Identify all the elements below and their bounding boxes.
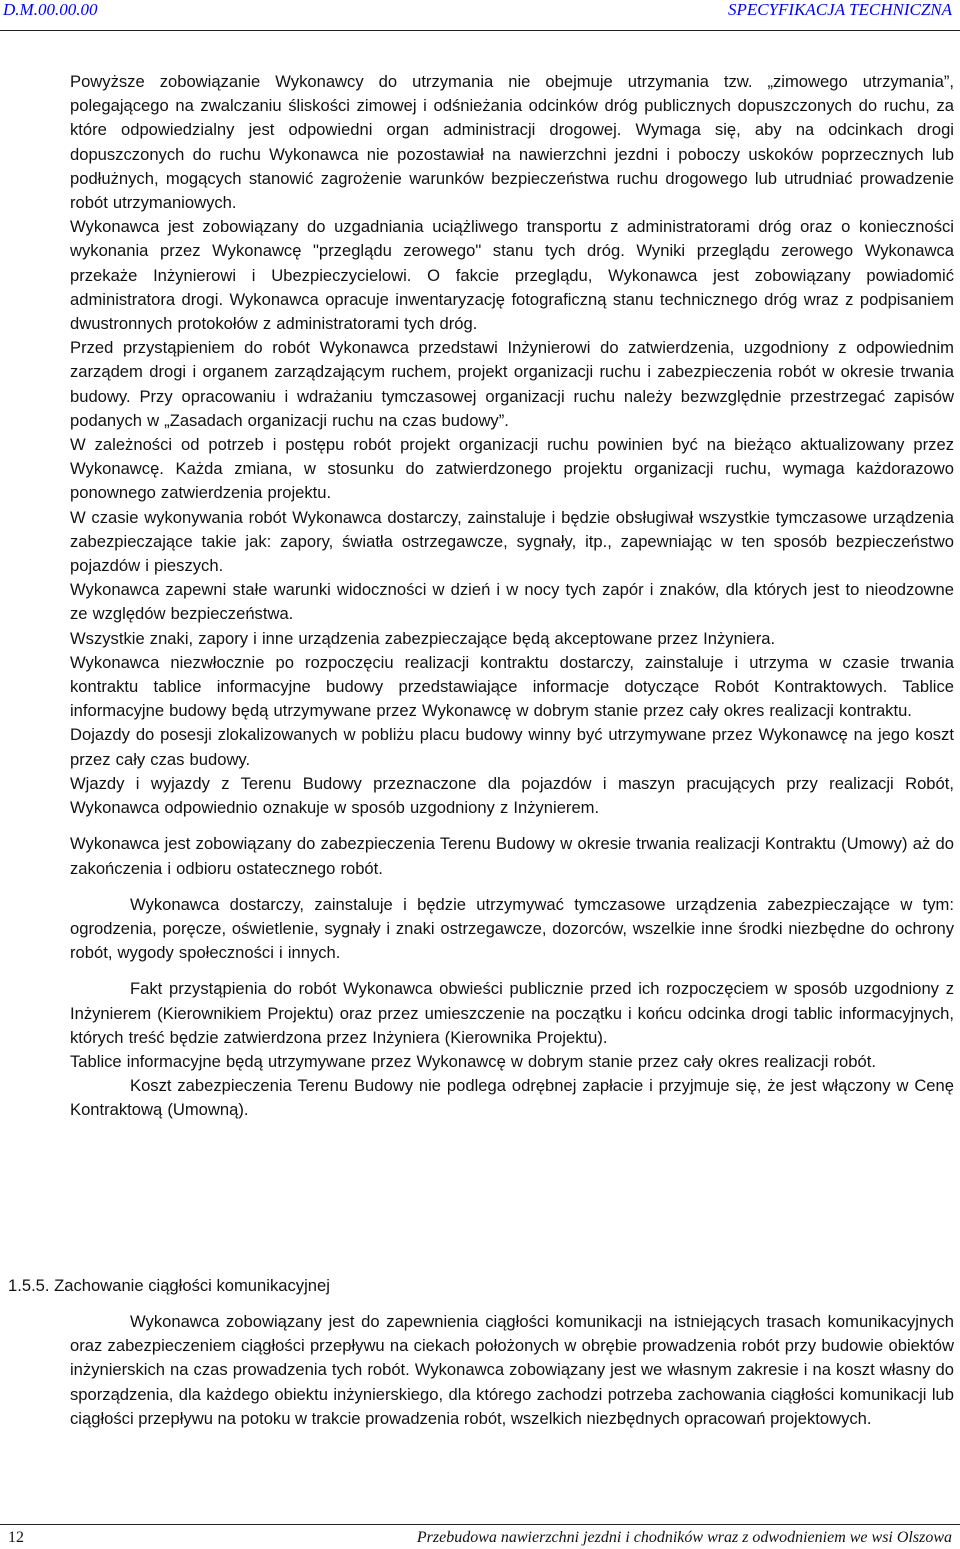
paragraph: W zależności od potrzeb i postępu robót projekt organizacji ruchu powinien być na bieżąco aktualizowany przez Wykonawcę. Każda zmiana, w stosunku do zatwierdzonego projektu organizacji ruchu, wymaga każdorazowo ponownego zatwierdzenia projektu. [70, 435, 954, 503]
paragraph: Wykonawca dostarczy, zainstaluje i będzie utrzymywać tymczasowe urządzenia zabezpieczające w tym: ogrodzenia, poręcze, oświetlenie, sygnały i znaki ostrzegawcze, dozorców, wszelkie inne środki niezbędne do ochrony robót, wygody społeczności i innych. [70, 894, 954, 963]
section-heading: 1.5.5. Zachowanie ciągłości komunikacyjnej [8, 1276, 330, 1295]
paragraph: W czasie wykonywania robót Wykonawca dostarczy, zainstaluje i będzie obsługiwał wszystkie tymczasowe urządzenia zabezpieczające takie jak: zapory, światła ostrzegawcze, sygnały, itp., zapewniając w ten sposób bezpieczeństwo pojazdów i pieszych. [70, 507, 954, 576]
paragraph: Dojazdy do posesji zlokalizowanych w pobliżu placu budowy winny być utrzymywane przez Wykonawcę na jego koszt przez cały czas budowy. [70, 725, 954, 769]
paragraph: Wykonawca zobowiązany jest do zapewnienia ciągłości komunikacji na istniejących trasach komunikacyjnych oraz zabezpieczeniem ciągłości przepływu na ciekach położonych w obrębie prowadzenia robót przy budowie obiektów inżynierskich na czas prowadzenia tych robót. Wykonawca zobowiązany jest we własnym zakresie i na koszt własny do sporządzenia, dla każdego obiektu inżynierskiego, dla którego zachodzi potrzeba zachowania ciągłości komunikacji lub ciągłości przepływu na potoku w trakcie prowadzenia robót, wszelkich niezbędnych opracowań projektowych. [70, 1312, 954, 1428]
paragraph: Koszt zabezpieczenia Terenu Budowy nie podlega odrębnej zapłacie i przyjmuje się, że jest włączony w Cenę Kontraktową (Umowną). [70, 1076, 954, 1120]
paragraph: Wykonawca jest zobowiązany do zabezpieczenia Terenu Budowy w okresie trwania realizacji Kontraktu (Umowy) aż do zakończenia i odbioru ostatecznego robót. [70, 834, 954, 878]
project-title: Przebudowa nawierzchni jezdni i chodników wraz z odwodnieniem we wsi Olszowa [416, 1529, 952, 1546]
page-number: 12 [8, 1529, 24, 1546]
paragraph: Wykonawca niezwłocznie po rozpoczęciu realizacji kontraktu dostarczy, zainstaluje i utrzyma w czasie trwania kontraktu tablice informacyjne budowy przedstawiające informacje dotyczące Robót Kontraktowych. Tablice informacyjne budowy będą utrzymywane przez Wykonawcę w dobrym stanie przez cały okres realizacji kontraktu. [70, 652, 954, 721]
document-code: D.M.00.00.00 [3, 0, 98, 19]
paragraph: Wszystkie znaki, zapory i inne urządzenia zabezpieczające będą akceptowane przez Inżyniera. [70, 628, 776, 648]
section-body [70, 1310, 954, 1431]
paragraph: Powyższe zobowiązanie Wykonawcy do utrzymania nie obejmuje utrzymania tzw. „zimowego utrzymania”, polegającego na zwalczaniu śliskości zimowej i odśnieżania odcinków dróg publicznych dopuszczonych do ruchu, za które odpowiedzialny jest odpowiedni organ administracji drogowej. Wymaga się, aby na odcinkach drogi dopuszczonych do ruchu Wykonawca nie pozostawiał na nawierzchni jezdni i poboczy uskoków poprzecznych lub podłużnych, mogących stanowić zagrożenie warunków bezpieczeństwa ruchu drogowego lub utrudniać prowadzenie robót utrzymaniowych. [70, 72, 954, 213]
paragraph: Wykonawca jest zobowiązany do uzgadniania uciążliwego transportu z administratorami dróg oraz o konieczności wykonania przez Wykonawcę "przeglądu zerowego" stanu tych dróg. Wyniki przeglądu zerowego Wykonawca przekaże Inżynierowi i Ubezpieczycielowi. O fakcie przeglądu, Wykonawca jest zobowiązany powiadomić administratora drogi. Wykonawca opracuje inwentaryzację fotograficzną stanu technicznego dróg wraz z podpisaniem dwustronnych protokołów z administratorami tych dróg. [70, 217, 954, 334]
paragraph: Tablice informacyjne będą utrzymywane przez Wykonawcę w dobrym stanie przez cały okres realizacji robót. [70, 1051, 876, 1071]
paragraph: Fakt przystąpienia do robót Wykonawca obwieści publicznie przed ich rozpoczęciem w sposób uzgodniony z Inżynierem (Kierownikiem Projektu) oraz przez umieszczenie na początku i końcu odcinka drogi tablic informacyjnych, których treść będzie zatwierdzona przez Inżyniera (Kierownika Projektu). [70, 979, 954, 1047]
page-footer [0, 1524, 960, 1549]
body-text [70, 70, 954, 1123]
paragraph: Wjazdy i wyjazdy z Terenu Budowy przeznaczone dla pojazdów i maszyn pracujących przy realizacji Robót, Wykonawca odpowiednio oznakuje w sposób uzgodniony z Inżynierem. [70, 773, 954, 818]
page-header [0, 0, 960, 31]
document-type: SPECYFIKACJA TECHNICZNA [727, 0, 952, 19]
paragraph: Wykonawca zapewni stałe warunki widoczności w dzień i w nocy tych zapór i znaków, dla których jest to nieodzowne ze względów bezpieczeństwa. [70, 580, 954, 624]
paragraph: Przed przystąpieniem do robót Wykonawca przedstawi Inżynierowi do zatwierdzenia, uzgodniony z odpowiednim zarządem drogi i organem zarządzającym ruchem, projekt organizacji ruchu i zabezpieczenia robót w okresie trwania budowy. Przy opracowaniu i wdrażaniu tymczasowej organizacji ruchu należy bezwzględnie przestrzegać zapisów podanych w „Zasadach organizacji ruchu na czas budowy”. [70, 338, 954, 430]
